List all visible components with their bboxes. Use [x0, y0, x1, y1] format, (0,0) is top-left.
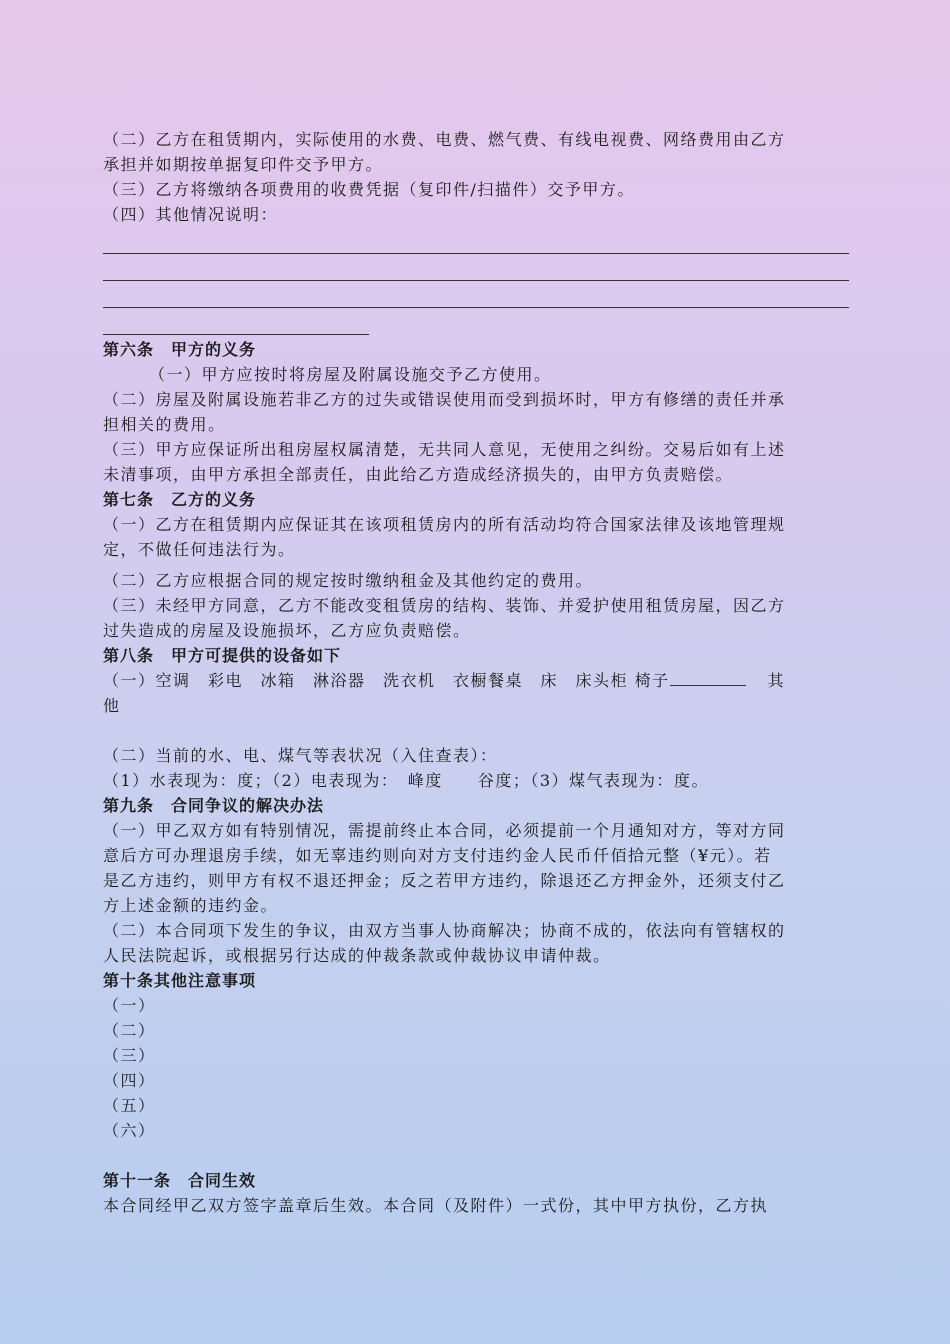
clause-6-item-3-line-1: （三）甲方应保证所出租房屋权属清楚，无共同人意见，无使用之纠纷。交易后如有上述	[103, 440, 786, 459]
clause-8-heading: 第八条 甲方可提供的设备如下	[103, 646, 342, 665]
clause-5-item-2-line-1: （二）乙方在租赁期内，实际使用的水费、电费、燃气费、有线电视费、网络费用由乙方	[103, 130, 786, 149]
blank-line-short	[103, 308, 369, 335]
clause-10-item: （六）	[103, 1121, 156, 1140]
clause-11-text: 本合同经甲乙双方签字盖章后生效。本合同（及附件）一式份，其中甲方执份，乙方执	[103, 1196, 769, 1215]
contract-page	[103, 127, 849, 1218]
clause-6-item-2-line-1: （二）房屋及附属设施若非乙方的过失或错误使用而受到损坏时，甲方有修缮的责任并承	[103, 390, 786, 409]
blank-line	[103, 254, 849, 281]
clause-8-meter-readings: （1）水表现为：度；（2）电表现为： 峰度 谷度；（3）煤气表现为：度。	[103, 771, 710, 790]
clause-5-item-4: （四）其他情况说明：	[103, 205, 279, 224]
clause-10-item: （三）	[103, 1046, 156, 1065]
clause-11-heading: 第十一条 合同生效	[103, 1171, 257, 1190]
clause-7-item-2: （二）乙方应根据合同的规定按时缴纳租金及其他约定的费用。	[103, 571, 594, 590]
clause-9-item-1-line-3: 是乙方违约，则甲方有权不退还押金；反之若甲方违约，除退还乙方押金外，还须支付乙	[103, 871, 786, 890]
clause-9-item-2-line-1: （二）本合同项下发生的争议，由双方当事人协商解决；协商不成的，依法向有管辖权的	[103, 921, 786, 940]
clause-9-item-1-line-2: 意后方可办理退房手续，如无辜违约则向对方支付违约金人民币仟佰拾元整（¥元）。若	[103, 846, 772, 865]
clause-10-item: （一）	[103, 996, 156, 1015]
clause-6-item-2-line-2: 担相关的费用。	[103, 415, 226, 434]
equipment-list: （一）空调 彩电 冰箱 淋浴器 洗衣机 衣橱餐桌 床 床头柜 椅子	[103, 671, 670, 690]
clause-8-item-2: （二）当前的水、电、煤气等表状况（入住查表）：	[103, 746, 498, 765]
clause-7-item-3-line-2: 过失造成的房屋及设施损坏，乙方应负责赔偿。	[103, 621, 471, 640]
clause-6-heading: 第六条 甲方的义务	[103, 340, 257, 359]
clause-6-item-3-line-2: 未清事项，由甲方承担全部责任，由此给乙方造成经济损失的，由甲方负责赔偿。	[103, 465, 734, 484]
clause-6-item-1: （一）甲方应按时将房屋及附属设施交予乙方使用。	[149, 365, 552, 384]
clause-5-item-3: （三）乙方将缴纳各项费用的收费凭据（复印件/扫描件）交予甲方。	[103, 180, 635, 199]
equipment-blank	[670, 669, 746, 686]
clause-10-item: （四）	[103, 1071, 156, 1090]
clause-9-item-2-line-2: 人民法院起诉，或根据另行达成的仲裁条款或仲裁协议申请仲裁。	[103, 946, 611, 965]
clause-9-item-1-line-4: 方上述金额的违约金。	[103, 896, 279, 915]
clause-7-item-3-line-1: （三）未经甲方同意，乙方不能改变租赁房的结构、装饰、并爱护使用租赁房屋，因乙方	[103, 596, 786, 615]
clause-9-item-1-line-1: （一）甲乙双方如有特别情况，需提前终止本合同，必须提前一个月通知对方，等对方同	[103, 821, 786, 840]
clause-7-item-1-line-1: （一）乙方在租赁期内应保证其在该项租赁房内的所有活动均符合国家法律及该地管理规	[103, 515, 786, 534]
clause-8-item-1-line-2: 他	[103, 696, 121, 715]
clause-7-item-1-line-2: 定，不做任何违法行为。	[103, 540, 296, 559]
clause-7-heading: 第七条 乙方的义务	[103, 490, 257, 509]
clause-8-item-1-line-1	[103, 668, 849, 693]
clause-10-item: （二）	[103, 1021, 156, 1040]
clause-10-item: （五）	[103, 1096, 156, 1115]
blank-line	[103, 227, 849, 254]
clause-5-item-2-line-2: 承担并如期按单据复印件交予甲方。	[103, 155, 384, 174]
blank-line	[103, 281, 849, 308]
clause-9-heading: 第九条 合同争议的解决办法	[103, 796, 325, 815]
equipment-other-start: 其	[767, 671, 786, 690]
clause-10-heading: 第十条其他注意事项	[103, 971, 257, 990]
